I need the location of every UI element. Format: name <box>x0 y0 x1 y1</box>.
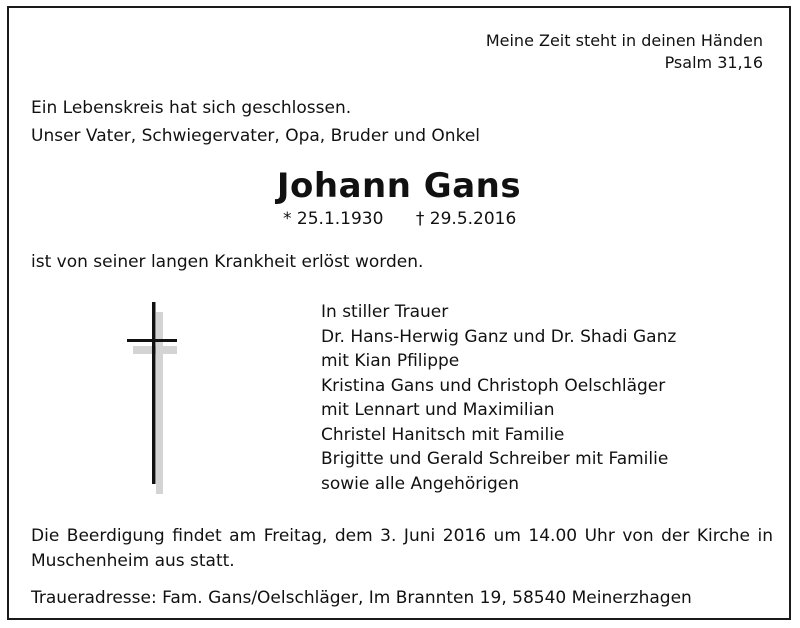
mourner-line: sowie alle Angehörigen <box>321 473 520 494</box>
cross-icon <box>117 302 177 502</box>
mourner-line: Christel Hanitsch mit Familie <box>321 424 565 445</box>
intro-text <box>31 94 480 150</box>
mourner-line: Dr. Hans-Herwig Ganz und Dr. Shadi Ganz <box>321 326 677 347</box>
mourner-line: mit Kian Pfilippe <box>321 351 460 371</box>
mourner-line: Kristina Gans und Christoph Oelschläger <box>321 375 666 396</box>
bible-verse <box>486 30 763 74</box>
mourning-address: Traueradresse: Fam. Gans/Oelschläger, Im Brannten 19, 58540 Meinerzhagen <box>31 588 692 608</box>
intro-line-2: Unser Vater, Schwiegervater, Opa, Bruder und Onkel <box>31 126 480 146</box>
mourners-list <box>321 300 676 496</box>
funeral-notice: Die Beerdigung findet am Freitag, dem 3. Juni 2016 um 14.00 Uhr von der Kirche in Muschenheim aus statt. <box>31 526 773 571</box>
obituary-frame <box>7 6 791 620</box>
death-date: † 29.5.2016 <box>415 209 517 229</box>
verse-reference: Psalm 31,16 <box>664 53 763 72</box>
deceased-name: Johann Gans <box>276 166 522 206</box>
verse-text: Meine Zeit steht in deinen Händen <box>485 31 763 50</box>
mourner-line: Brigitte und Gerald Schreiber mit Familie <box>321 449 669 469</box>
birth-date: * 25.1.1930 <box>283 209 384 229</box>
mourner-line: mit Lennart und Maximilian <box>321 400 555 420</box>
intro-line-1: Ein Lebenskreis hat sich geschlossen. <box>31 98 352 118</box>
mourner-line: In stiller Trauer <box>321 302 449 322</box>
life-dates <box>283 209 516 229</box>
released-text: ist von seiner langen Krankheit erlöst worden. <box>31 252 424 272</box>
